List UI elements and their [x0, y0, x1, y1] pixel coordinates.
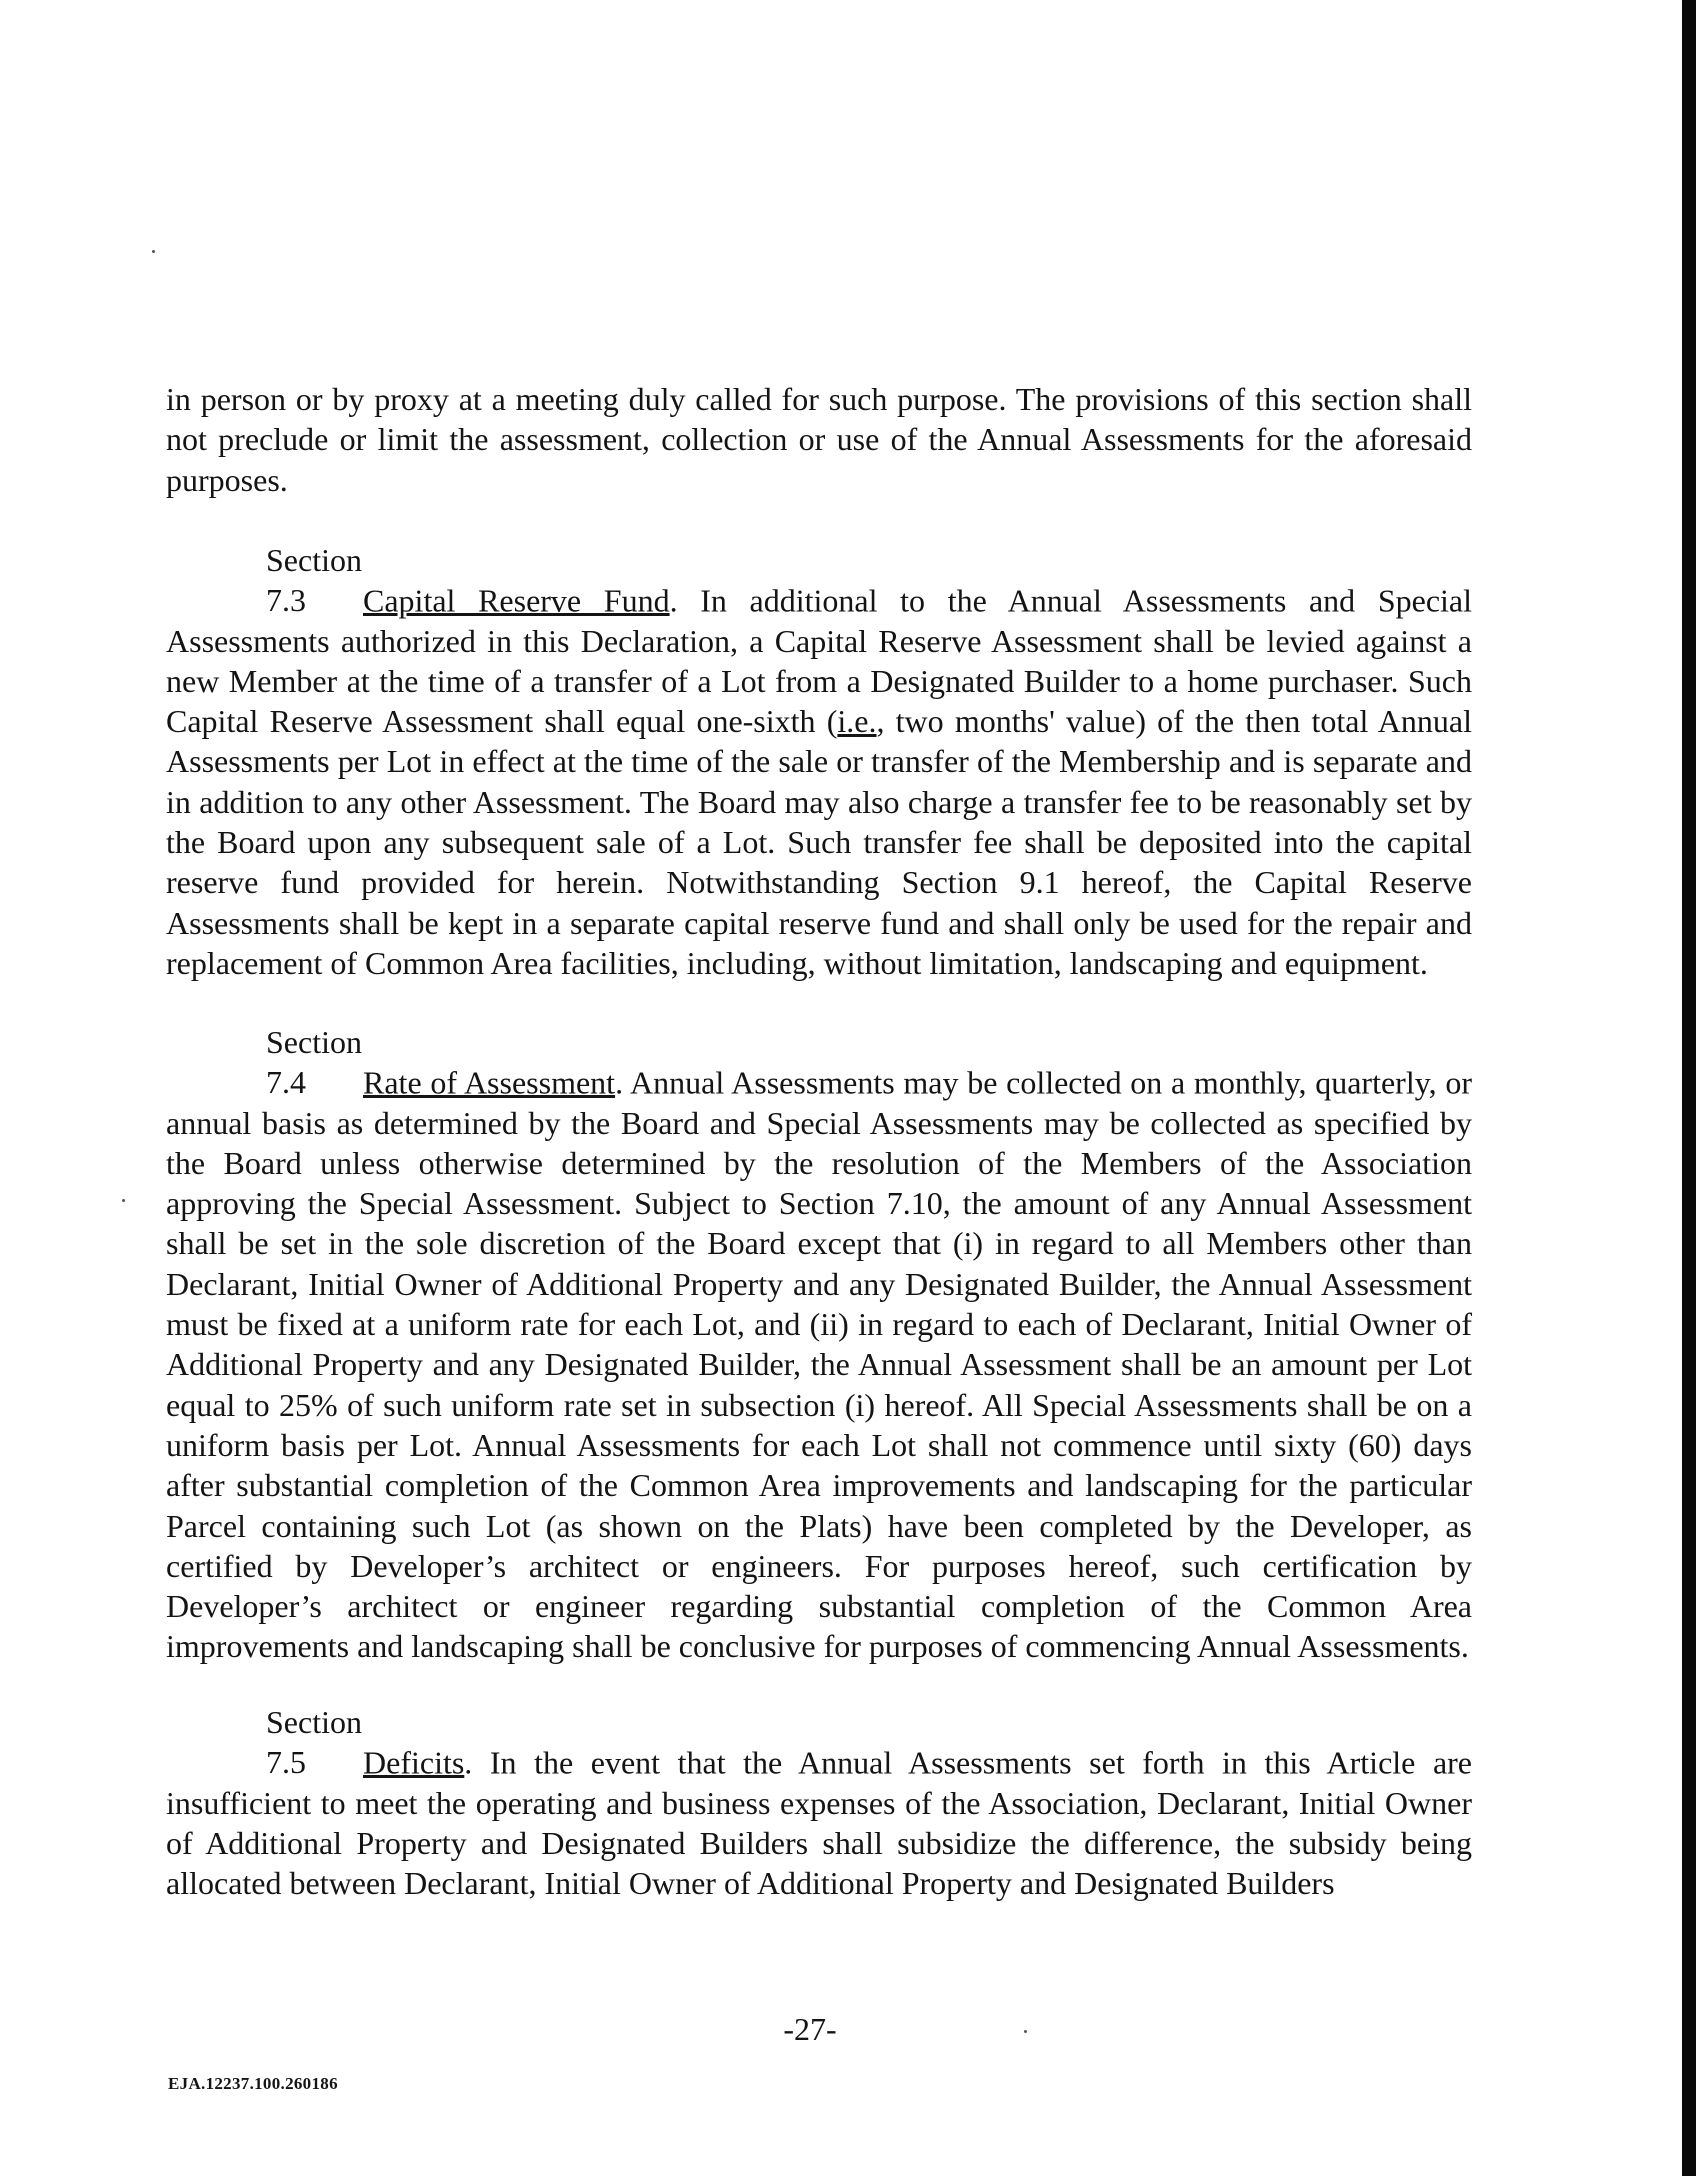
section-heading: Rate of Assessment	[363, 1064, 616, 1101]
section-7-3-paragraph	[166, 540, 1472, 983]
section-body: . Annual Assessments may be collected on a monthly, quarterly, or annual basis as determined by the Board and Special Assessments may be collected as specified by the Board unless otherwise determined by the resolution of the Members of the Association approving the Special Assessment. Subject to Section 7.10, the amount of any Annual Assessment shall be set in the sole discretion of the Board except that (i) in regard to all Members other than Declarant, Initial Owner of Additional Property and any Designated Builder, the Annual Assessment must be fixed at a uniform rate for each Lot, and (ii) in regard to each of Declarant, Initial Owner of Additional Property and any Designated Builder, the Annual Assessment shall be an amount per Lot equal to 25% of such uniform rate set in subsection (i) hereof. All Special Assessments shall be on a uniform basis per Lot. Annual Assessments for each Lot shall not commence until sixty (60) days after substantial completion of the Common Area improvements and landscaping for the particular Parcel containing such Lot (as shown on the Plats) have been completed by the Developer, as certified by Developer’s architect or engineers. For purposes hereof, such certification by Developer’s architect or engineer regarding substantial completion of the Common Area improvements and landscaping shall be conclusive for purposes of commencing Annual Assessments.	[166, 1064, 1473, 1665]
scan-speck	[152, 250, 155, 253]
section-heading: Deficits	[363, 1744, 465, 1781]
section-number: Section 7.3	[266, 542, 362, 619]
section-body: . In the event that the Annual Assessments set forth in this Article are insufficient to meet the operating and business expenses of the Association, Declarant, Initial Owner of Additional Property and Designated Builders shall subsidize the difference, the subsidy being allocated between Declarant, Initial Owner of Additional Property and Designated Builders	[166, 1744, 1472, 1902]
section-body: . In additional to the Annual Assessments and Special Assessments authorized in this Declaration, a Capital Reserve Assessment shall be levied against a new Member at the time of a transfer of a Lot from a Designated Builder to a home purchaser. Such Capital Reserve Assessment shall equal one-sixth (	[166, 582, 1472, 740]
section-heading: Capital Reserve Fund	[363, 582, 670, 619]
section-7-4-paragraph	[166, 1022, 1472, 1667]
document-id: EJA.12237.100.260186	[168, 2074, 338, 2093]
page-number: -27-	[783, 2011, 837, 2047]
scan-speck	[122, 1199, 125, 1202]
section-body-continued: , two months' value) of the then total Annual Assessments per Lot in effect at the time of the sale or transfer of the Membership and is separate and in addition to any other Assessment. The Board may also charge a transfer fee to be reasonably set by the Board upon any subsequent sale of a Lot. Such transfer fee shall be deposited into the capital reserve fund provided for herein. Notwithstanding Section 9.1 hereof, the Capital Reserve Assessments shall be kept in a separate capital reserve fund and shall only be used for the repair and replacement of Common Area facilities, including, without limitation, landscaping and equipment.	[166, 703, 1473, 981]
section-7-5-paragraph	[166, 1702, 1472, 1903]
continuation-text: in person or by proxy at a meeting duly called for such purpose. The provisions of this section shall not preclude or limit the assessment, collection or use of the Annual Assessments for the aforesaid purposes.	[166, 381, 1472, 498]
ie-abbreviation: i.e.	[837, 703, 877, 740]
scan-page-edge	[1682, 0, 1696, 2176]
section-number: Section 7.4	[266, 1024, 362, 1101]
section-number: Section 7.5	[266, 1704, 362, 1781]
continuation-paragraph	[166, 379, 1472, 500]
